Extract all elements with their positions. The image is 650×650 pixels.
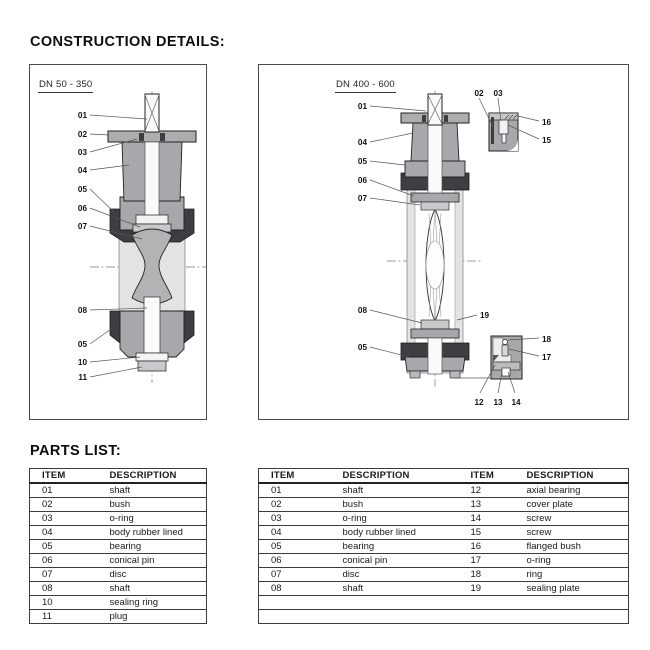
table-cell xyxy=(331,610,459,624)
callout-label: 06 xyxy=(77,204,87,213)
table-cell: o-ring xyxy=(98,512,207,526)
table-cell: 16 xyxy=(459,540,515,554)
valve-cross-section-dn400-600 xyxy=(259,65,628,419)
shaft-hub xyxy=(421,320,449,329)
table-row xyxy=(259,498,629,512)
table-cell: 01 xyxy=(259,483,331,498)
screw-head xyxy=(499,120,508,134)
table-cell: ring xyxy=(515,568,629,582)
table-cell xyxy=(259,596,331,610)
table-cell: 14 xyxy=(459,512,515,526)
column-header-description: DESCRIPTION xyxy=(515,469,629,484)
callout-label: 05 xyxy=(357,343,367,352)
table-cell: shaft xyxy=(98,582,207,596)
dn-range-label: DN 400 - 600 xyxy=(335,79,396,93)
valve-cross-section-dn50-350 xyxy=(30,65,206,419)
table-cell: 07 xyxy=(259,568,331,582)
disc-hub xyxy=(426,241,444,289)
leader-05 xyxy=(90,189,114,212)
table-row xyxy=(30,568,207,582)
table-cell: 15 xyxy=(459,526,515,540)
column-header-item: ITEM xyxy=(259,469,331,484)
callout-label: 02 xyxy=(474,89,484,98)
table-row xyxy=(30,554,207,568)
o-ring-left xyxy=(139,133,144,141)
page-title: CONSTRUCTION DETAILS: xyxy=(30,34,226,50)
table-cell: flanged bush xyxy=(515,540,629,554)
callout-label: 05 xyxy=(357,157,367,166)
table-cell: 02 xyxy=(30,498,98,512)
table-cell: 04 xyxy=(259,526,331,540)
callout-label: 07 xyxy=(77,222,87,231)
callout-label: 10 xyxy=(77,358,87,367)
foot-left xyxy=(410,371,420,378)
callout-label: 01 xyxy=(357,102,367,111)
callout-label: 04 xyxy=(77,166,87,175)
table-cell: conical pin xyxy=(331,554,459,568)
table-cell: 19 xyxy=(459,582,515,596)
table-cell: 13 xyxy=(459,498,515,512)
table-row xyxy=(259,526,629,540)
o-ring-left xyxy=(422,115,426,122)
bottom-detail-inset xyxy=(491,336,522,379)
table-cell: 11 xyxy=(30,610,98,624)
table-cell: shaft xyxy=(331,582,459,596)
bush-section xyxy=(491,117,494,144)
table-row xyxy=(259,483,629,498)
table-cell: bush xyxy=(98,498,207,512)
table-cell: screw xyxy=(515,512,629,526)
table-cell: 12 xyxy=(459,483,515,498)
callout-label: 14 xyxy=(511,398,521,407)
leader-05 xyxy=(370,161,405,165)
table-cell: sealing ring xyxy=(98,596,207,610)
table-row xyxy=(259,554,629,568)
table-cell: 17 xyxy=(459,554,515,568)
sealing-plate xyxy=(411,329,459,338)
table-header-row xyxy=(259,469,629,484)
parts-table-dn50-350 xyxy=(29,468,207,624)
table-cell: 01 xyxy=(30,483,98,498)
callout-label: 17 xyxy=(542,353,552,362)
table-cell: 08 xyxy=(30,582,98,596)
leader-01 xyxy=(90,115,147,119)
column-header-description: DESCRIPTION xyxy=(331,469,459,484)
callout-label: 05 xyxy=(77,185,87,194)
table-row xyxy=(30,498,207,512)
table-cell: 03 xyxy=(30,512,98,526)
column-header-description: DESCRIPTION xyxy=(98,469,207,484)
ring xyxy=(503,340,508,345)
table-row xyxy=(30,610,207,624)
shaft-upper xyxy=(145,142,159,216)
table-row xyxy=(259,582,629,596)
table-cell: disc xyxy=(331,568,459,582)
callout-label: 02 xyxy=(77,130,87,139)
callout-label: 03 xyxy=(493,89,503,98)
table-cell: body rubber lined xyxy=(98,526,207,540)
table-header-row xyxy=(30,469,207,484)
table-row xyxy=(30,596,207,610)
table-cell xyxy=(515,610,629,624)
disc-collar xyxy=(136,215,168,224)
shaft-lower xyxy=(144,297,160,353)
leader-10 xyxy=(90,357,140,362)
column-header-item: ITEM xyxy=(30,469,98,484)
table-cell: 03 xyxy=(259,512,331,526)
parts-list-title: PARTS LIST: xyxy=(30,443,122,459)
table-cell: o-ring xyxy=(515,554,629,568)
table-cell xyxy=(331,596,459,610)
table-cell: 02 xyxy=(259,498,331,512)
table-row xyxy=(259,512,629,526)
table-row xyxy=(30,483,207,498)
callout-label: 19 xyxy=(480,311,490,320)
top-flange xyxy=(108,131,196,142)
sealing-ring xyxy=(136,353,168,361)
o-ring-right xyxy=(444,115,448,122)
foot-right xyxy=(450,371,460,378)
parts-table-dn400-600 xyxy=(258,468,629,624)
conical-pin-band xyxy=(411,193,459,202)
callout-label: 05 xyxy=(77,340,87,349)
callout-label: 03 xyxy=(77,148,87,157)
table-cell: o-ring xyxy=(331,512,459,526)
shaft-lower xyxy=(428,338,442,374)
disc-collar xyxy=(421,202,449,210)
callout-label: 15 xyxy=(542,136,552,145)
table-cell: 18 xyxy=(459,568,515,582)
callout-label: 07 xyxy=(357,194,367,203)
table-row xyxy=(259,568,629,582)
table-cell: cover plate xyxy=(515,498,629,512)
table-cell: disc xyxy=(98,568,207,582)
callout-label: 08 xyxy=(357,306,367,315)
callout-label: 18 xyxy=(542,335,552,344)
callout-label: 08 xyxy=(77,306,87,315)
table-cell: bearing xyxy=(331,540,459,554)
table-cell: 10 xyxy=(30,596,98,610)
dn-range-label: DN 50 - 350 xyxy=(38,79,93,93)
table-cell: screw xyxy=(515,526,629,540)
diagram-panel-dn400-600 xyxy=(258,64,629,420)
table-cell: 06 xyxy=(30,554,98,568)
table-row xyxy=(259,596,629,610)
table-row xyxy=(259,610,629,624)
table-cell: shaft xyxy=(98,483,207,498)
screw-stem xyxy=(502,134,506,143)
table-cell: 05 xyxy=(30,540,98,554)
table-row xyxy=(259,540,629,554)
screw-body xyxy=(502,345,508,356)
table-cell: shaft xyxy=(331,483,459,498)
table-row xyxy=(30,582,207,596)
column-header-item: ITEM xyxy=(459,469,515,484)
leader-11 xyxy=(90,367,142,377)
table-row xyxy=(30,540,207,554)
table-cell: conical pin xyxy=(98,554,207,568)
table-cell xyxy=(459,596,515,610)
table-cell: 05 xyxy=(259,540,331,554)
table-cell: 06 xyxy=(259,554,331,568)
diagram-panel-dn50-350 xyxy=(29,64,207,420)
callout-label: 01 xyxy=(77,111,87,120)
callout-label: 16 xyxy=(542,118,552,127)
table-cell xyxy=(459,610,515,624)
leader-01 xyxy=(370,106,426,111)
leader-02 xyxy=(90,134,109,135)
callout-label: 12 xyxy=(474,398,484,407)
callout-label: 13 xyxy=(493,398,503,407)
o-ring-right xyxy=(160,133,165,141)
shaft-upper xyxy=(428,123,442,193)
table-cell: axial bearing xyxy=(515,483,629,498)
table-cell: plug xyxy=(98,610,207,624)
table-cell: bearing xyxy=(98,540,207,554)
table-cell: sealing plate xyxy=(515,582,629,596)
callout-label: 04 xyxy=(357,138,367,147)
table-cell xyxy=(515,596,629,610)
callout-label: 11 xyxy=(78,373,87,382)
leader-04 xyxy=(370,133,413,142)
table-cell: 08 xyxy=(259,582,331,596)
callout-label: 06 xyxy=(357,176,367,185)
table-cell: 07 xyxy=(30,568,98,582)
top-detail-inset xyxy=(489,113,518,151)
table-cell: 04 xyxy=(30,526,98,540)
table-row xyxy=(30,526,207,540)
table-cell xyxy=(259,610,331,624)
table-row xyxy=(30,512,207,526)
table-cell: bush xyxy=(331,498,459,512)
leader-16 xyxy=(518,116,539,121)
table-cell: body rubber lined xyxy=(331,526,459,540)
plug xyxy=(138,361,166,371)
